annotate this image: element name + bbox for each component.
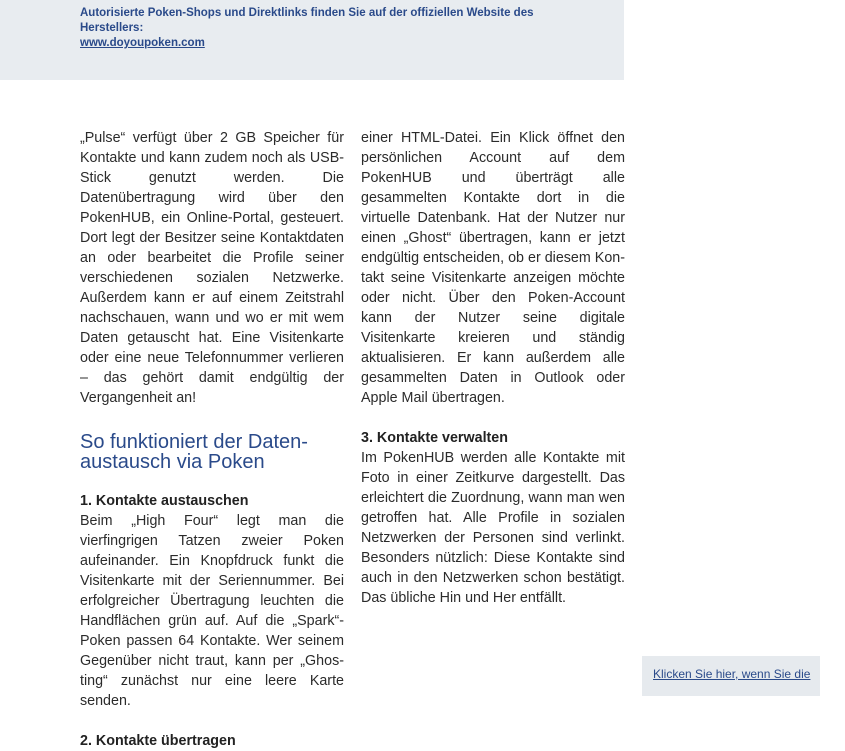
sidebar-link-box [642,656,820,696]
step2-title: 2. Kontakte übertragen [80,733,236,749]
manufacturer-website-link[interactable]: www.doyoupoken.com [80,37,205,49]
step3-title: 3. Kontakte verwalten [361,430,508,446]
article-column-right [361,128,625,608]
notice-text: Autorisierte Poken-Shops und Direktlinks finden Sie auf der offiziellen Website des Herstellers: [80,7,534,34]
sidebar-link[interactable]: Klicken Sie hier, wenn Sie die [653,667,811,681]
step2-paragraph: einer HTML-Datei. Ein Klick öffnet den persönlichen Account auf dem PokenHUB und überträgt alle gesammelten Kontakte dort in die virtuelle Datenbank. Hat der Nutzer nur einen „Ghost“ übertragen, kann er jetzt endgültig entscheiden, ob er diesem Kontakt seine Visitenkarte anzeigen möchte oder nicht. Über den Poken-Account kann der Nutzer seine digitale Visitenkarte kreieren und ständig aktualisieren. Er kann außerdem alle gesammelten Daten in Outlook oder Apple Mail übertragen. [361,130,625,406]
section-heading: So funktioniert der Datenaustausch via Poken [80,431,308,473]
step3-paragraph: Im PokenHUB werden alle Kontakte mit Foto in einer Zeitkurve dargestellt. Das erleichtert die Zuordnung, wann man wen getroffen hat. Alle Profile in sozialen Netzwerken der Personen sind verlinkt. Besonders nützlich: Diese Kontakte sind auch in den Netzwerken schon bestätigt. Das übliche Hin und Her entfällt. [361,450,625,606]
article-column-left [80,128,344,751]
intro-paragraph: „Pulse“ verfügt über 2 GB Speicher für Kontakte und kann zudem noch als USB-Stick genutzt werden. Die Datenübertragung wird über den PokenHUB, ein Online-Portal, gesteuert. Dort legt der Besitzer seine Kontaktdaten an oder bearbeitet die Profile seiner verschiedenen sozialen Netzwerke. Außerdem kann er auf einem Zeitstrahl nachschauen, wann und wo er mit wem Daten getauscht hat. Eine Visitenkarte oder eine neue Telefonnummer verlieren – das gehört damit endgültig der Vergangenheit an! [80,130,344,406]
step1-paragraph: Beim „High Four“ legt man die vierfingrigen Tatzen zweier Poken aufeinander. Ein Knopfdruck funkt die Visitenkarte mit der Seriennummer. Bei erfolgreicher Übertragung leuchten die Handflächen grün auf. Auf die „Spark“-Poken passen 64 Kontakte. Wer seinem Gegenüber nicht traut, kann per „Ghosting“ zunächst nur eine leere Karte senden. [80,513,344,709]
manufacturer-notice-box [0,0,624,80]
step1-title: 1. Kontakte austauschen [80,493,249,509]
